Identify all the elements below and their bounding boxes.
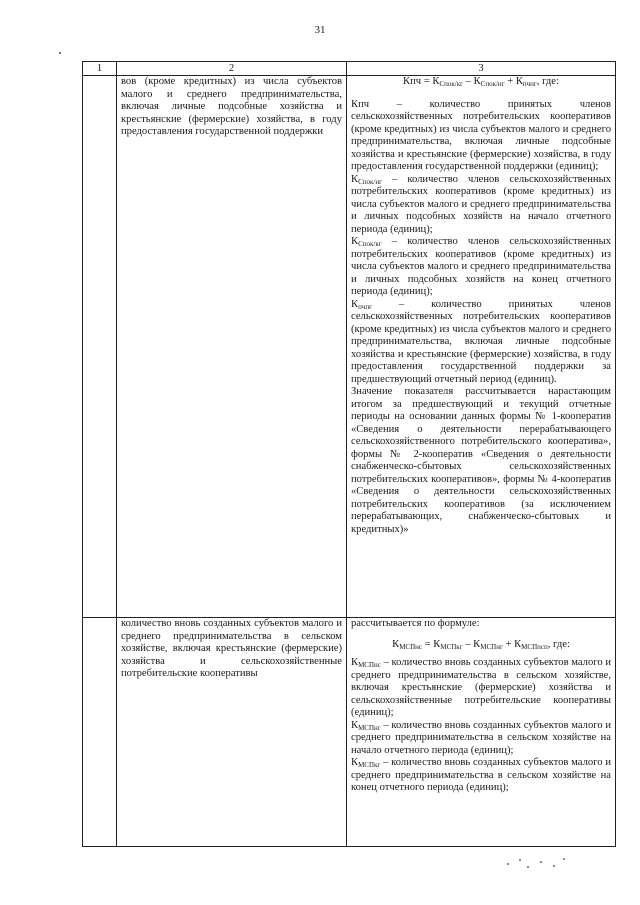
formula: $К_{МСПнс} = К_{МСПкг} - К_{МСПнг} + К_{МСПпсп}$, где: bbox=[392, 638, 570, 651]
definition-item: $К_{пчпг}$ – количество принятых членов сельскохозяйственных потребительских кооперативов (кроме кредитных) из числа субъектов малого и среднего предпринимательства, включая личные подсобные хозяйства и крестьянские (фермерские) хозяйства, в году предоставления государственной поддержки за предшествующий отчетный период (единиц). bbox=[351, 298, 611, 385]
page-number: 31 bbox=[314, 24, 326, 36]
definition-item: $К_{Спок/кг}$ – количество членов сельскохозяйственных потребительских кооперативов (кроме кредитных) из числа субъектов малого и среднего предпринимательства и личных подсобных хозяйств на конец отчетного периода (единиц); bbox=[351, 236, 611, 297]
definition-item: $К_{МСПкг}$ – количество вновь созданных субъектов малого и среднего предпринимательства в сельском хозяйстве на конец отчетного периода (единиц); bbox=[351, 757, 611, 793]
indicator-text: количество вновь созданных субъектов малого и среднего предпринимательства в сельском хозяйстве, включая крестьянские (фермерские) хозяйства и сельскохозяйственные потребительские кооперативы bbox=[121, 618, 342, 679]
definition-item: $К_{МСПнг}$ – количество вновь созданных субъектов малого и среднего предпринимательства в сельском хозяйстве на начало отчетного периода (единиц); bbox=[351, 719, 611, 756]
scan-noise bbox=[505, 855, 575, 875]
definition-item: $К_{МСПнс}$ – количество вновь созданных субъектов малого и среднего предпринимательства в сельском хозяйстве, включая крестьянские (фермерские) хозяйства и сельскохозяйственные потребительские кооперативы (единиц); bbox=[351, 657, 611, 718]
table-header-row bbox=[83, 62, 616, 76]
definition-item: $К_{Спок/нг}$ – количество членов сельскохозяйственных потребительских кооперативов (кроме кредитных) из числа субъектов малого и среднего предпринимательства и личных подсобных хозяйств на начало отчетного периода (единиц); bbox=[351, 173, 611, 235]
scan-speck bbox=[59, 52, 61, 54]
source-note: Значение показателя рассчитывается нарастающим итогом за предшествующий и текущий отчетные периоды на основании данных формы № 1-кооператив «Сведения о деятельности перерабатывающего сельскохозяйственного потребительского кооператива», формы № 2-кооператив «Сведения о деятельности снабженческо-сбытовых сельскохозяйственных потребительских кооперативов», формы № 4-кооператив «Сведения о деятельности сельскохозяйственных потребительских кооперативов (за исключением перерабатывающих, снабженческо-сбытовых и кредитных)» bbox=[351, 386, 611, 535]
table-row bbox=[83, 618, 616, 847]
row-number-cell bbox=[83, 618, 117, 847]
table-row bbox=[83, 76, 616, 618]
header-cell-2: 2 bbox=[117, 62, 347, 76]
method-cell bbox=[347, 76, 616, 618]
row-number-cell bbox=[83, 76, 117, 618]
method-cell bbox=[347, 618, 616, 847]
formula: Кпч = $К_{Спок/кг} - К_{Спок/нг} + К_{пчпг}$, где: bbox=[403, 76, 559, 88]
indicators-table bbox=[82, 61, 616, 847]
definition-item: Кпч – количество принятых членов сельскохозяйственных потребительских кооперативов (кроме кредитных) из числа субъектов малого и среднего предпринимательства, включая личные подсобные хозяйства и крестьянские (фермерские) хозяйства, в году предоставления государственной поддержки (единиц); bbox=[351, 98, 611, 172]
indicator-text: вов (кроме кредитных) из числа субъектов малого и среднего предпринимательства, включая личные подсобные хозяйства и крестьянские (фермерские) хозяйства, в году предоставления государственной поддержки bbox=[121, 76, 342, 137]
indicator-cell bbox=[117, 76, 347, 618]
header-cell-1: 1 bbox=[83, 62, 117, 76]
header-cell-3: 3 bbox=[347, 62, 616, 76]
formula-intro: рассчитывается по формуле: bbox=[351, 618, 480, 629]
indicator-cell bbox=[117, 618, 347, 847]
